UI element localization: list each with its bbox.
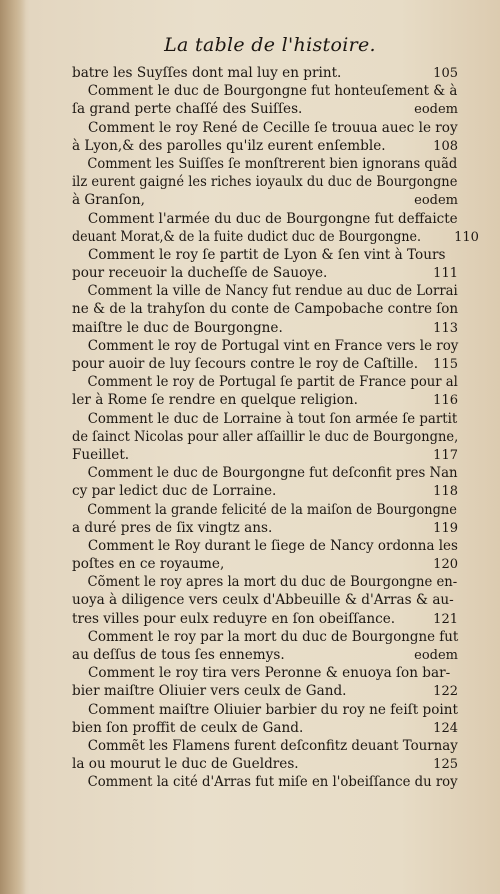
entry-text: maiſtre le duc de Bourgongne. [72,319,283,336]
entry-line [72,137,458,155]
page-number: eodem [414,193,458,209]
entry-text: à Lyon,& des parolles qu'ilz eurent enſemble. [72,137,386,154]
running-header [0,34,500,56]
entry-line [72,355,458,373]
entry-text: de ſainct Nicolas pour aller aſſaillir le duc de Bourgongne, [72,428,459,445]
entry-line [72,555,458,573]
entry-text: cy par ledict duc de Lorraine. [72,483,277,500]
table-of-contents [72,64,479,792]
page-number: 120 [433,557,458,573]
toc-entry [72,464,458,500]
entry-text: Comment maiſtre Oliuier barbier du roy ne feiſt point [88,701,458,718]
entry-line [72,682,458,700]
entry-line [72,282,458,300]
entry-text: Comment la cité d'Arras fut miſe en l'obeiſſance du roy [87,774,458,791]
page-number: 105 [433,66,458,81]
entry-line [72,501,458,519]
entry-text: Comment la ville de Nancy fut rendue au duc de Lorrai [87,283,458,300]
page-number: 118 [433,484,458,500]
toc-entry [72,119,458,155]
entry-line [72,428,458,446]
entry-line [72,173,458,191]
entry-text: la ou mourut le duc de Gueldres. [72,756,299,773]
entry-text: Comment le duc de Bourgongne fut deſconfit pres Nan [87,465,458,482]
entry-text: poſtes en ce royaume, [72,556,225,573]
toc-entry [72,210,479,246]
entry-text: Comment le roy de Portugal ſe partit de France pour al [87,374,458,391]
entry-line [72,628,458,646]
entry-line [72,228,479,246]
toc-entry [72,773,458,791]
toc-entry [72,64,458,82]
entry-text: a duré pres de ſix vingtz ans. [72,519,273,536]
toc-entry [72,155,458,210]
entry-line [72,337,458,355]
entry-text: bier maiſtre Oliuier vers ceulx de Gand. [72,683,347,700]
entry-text: bien ſon proffit de ceulx de Gand. [72,719,304,736]
page-number: eodem [414,648,458,663]
toc-entry [72,410,458,465]
entry-line [72,446,458,464]
page-number: 110 [454,229,479,245]
entry-line [72,591,458,609]
page-number: 115 [433,357,458,372]
toc-entry [72,501,458,537]
entry-line [72,264,458,282]
page-number: eodem [414,102,458,118]
entry-line [72,755,458,773]
entry-text: ſa grand perte chaſſé des Suiſſes. [72,101,303,118]
entry-text: Comment le roy par la mort du duc de Bourgongne fut [87,628,459,645]
page-gutter [0,0,26,894]
entry-line [72,610,458,628]
entry-text: Comment le roy de Portugal vint en France vers le roy [87,337,459,354]
entry-line [72,464,458,482]
entry-line [72,119,458,137]
entry-text: pour auoir de luy ſecours contre le roy de Caſtille. [72,356,419,372]
page-number: 116 [433,393,458,409]
entry-text: Comment le duc de Lorraine à tout ſon armée ſe partit [87,410,458,427]
entry-text: Comment le roy ſe partit de Lyon & ſen vint à Tours [88,246,446,263]
entry-text: pour receuoir la ducheſſe de Sauoye. [72,265,328,282]
entry-text: Commẽt les Flamens furent deſconfitz deuant Tournay [87,737,458,754]
entry-text: Comment le duc de Bourgongne fut honteuſement & à [87,83,458,100]
toc-entry [72,701,458,737]
toc-entry [72,537,458,573]
toc-entry [72,246,458,282]
toc-entry [72,337,458,373]
entry-line [72,664,458,682]
toc-entry [72,373,458,409]
entry-line [72,373,458,391]
entry-line [72,773,458,791]
entry-line [72,210,458,228]
entry-text: Comment les Suiſſes ſe monſtrerent bien ignorans quãd [87,155,458,172]
entry-line [72,482,458,500]
entry-line [72,646,458,664]
page-number: 108 [433,138,458,154]
entry-text: Comment le roy René de Cecille ſe trouua auec le roy [88,119,458,136]
entry-line [72,246,458,264]
entry-text: deuant Morat,& de la fuite dudict duc de Bourgongne. [72,228,422,245]
entry-text: ler à Rome ſe rendre en quelque religion. [72,392,358,409]
entry-line [72,537,458,555]
entry-text: Comment la grande felicité de la maiſon de Bourgongne [87,501,457,518]
entry-text: à Granſon, [72,192,145,209]
entry-text: uoya à diligence vers ceulx d'Abbeuille & d'Arras & au- [72,592,454,609]
page-number: 119 [433,520,458,536]
entry-line [72,737,458,755]
page-number: 111 [433,266,458,282]
entry-line [72,573,458,591]
page-number: 117 [433,447,458,463]
entry-line [72,410,458,428]
toc-entry [72,282,458,337]
entry-text: Comment l'armée du duc de Bourgongne fut deffaicte [87,210,458,227]
entry-line [72,300,458,318]
entry-text: batre les Suyſſes dont mal luy en print. [72,65,342,81]
entry-text: au deſſus de tous ſes ennemys. [72,647,285,663]
toc-entry [72,82,458,118]
entry-text: ne & de la trahyſon du conte de Campobache contre ſon [72,301,459,318]
toc-entry [72,664,458,700]
page-number: 125 [433,757,458,773]
entry-text: Comment le roy tira vers Peronne & enuoya ſon bar- [88,665,451,682]
entry-line [72,155,458,173]
page-number: 113 [433,320,458,336]
entry-text: Fueillet. [72,446,130,463]
entry-line [72,701,458,719]
entry-line [72,64,458,82]
toc-entry [72,737,458,773]
toc-entry [72,628,458,664]
entry-text: tres villes pour eulx reduyre en ſon obeiſſance. [72,610,396,627]
entry-text: ilz eurent gaigné les riches ioyaulx du duc de Bourgongne [72,174,458,191]
entry-line [72,191,458,209]
page-number: 124 [433,720,458,736]
entry-text: Comment le Roy durant le ſiege de Nancy ordonna les [87,537,458,554]
entry-text: Cõment le roy apres la mort du duc de Bourgongne en- [87,574,458,591]
page-number: 122 [433,684,458,700]
entry-line [72,391,458,409]
entry-line [72,82,458,100]
entry-line [72,719,458,737]
page-number: 121 [433,611,458,627]
entry-line [72,519,458,537]
entry-line [72,100,458,118]
toc-entry [72,573,458,628]
entry-line [72,319,458,337]
page-title: La table de l'histoire. [164,34,376,56]
